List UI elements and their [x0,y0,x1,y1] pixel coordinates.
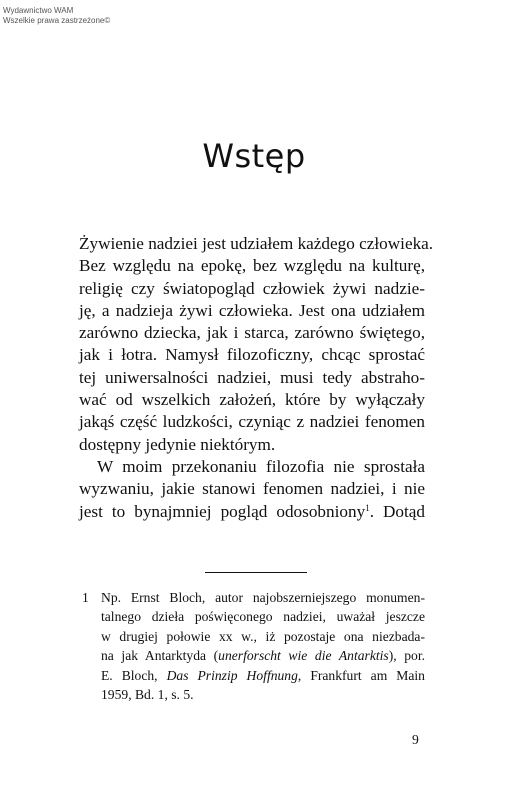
chapter-title: Wstęp [202,137,306,175]
text-line: religię czy światopogląd człowiek żywi nadzie- [79,278,425,298]
footnote-number: 1 [82,590,89,605]
footnote-text [101,588,425,704]
watermark-publisher: Wydawnictwo WAM [3,6,74,15]
text-segment: ), por. [388,648,425,664]
text-line: wyzwaniu, jakie stanowi fenomen nadziei, i nie [79,479,425,499]
text-segment: na jak Antarktyda ( [101,648,219,664]
text-segment: . Dotąd [369,501,425,521]
watermark-copyright: Wszelkie prawa zastrzeżone© [3,16,111,25]
text-line: wać od wszelkich założeń, które by wyłączały [79,390,425,410]
footnote-line: Np. Ernst Bloch, autor najobszerniejszego monumen- [101,590,425,605]
text-line [79,501,425,523]
text-line: jakąś część ludzkości, czyniąc z nadziei fenomen [79,412,425,432]
publisher-watermark [3,6,110,26]
page-number: 9 [412,732,419,747]
footnote-line [101,646,425,665]
footnote-line: w drugiej połowie xx w., iż pozostaje ona niezbada- [101,628,425,644]
italic-phrase: unerforscht wie die Antarktis [218,648,389,664]
paragraph-2 [79,456,425,523]
text-segment: jest to bynajmniej pogląd odosobniony [79,501,366,521]
text-line: tej uniwersalności nadziei, musi tedy abstraho- [79,367,425,387]
book-title: Das Prinzip Hoffnung [166,667,298,683]
footnote-line: 1959, Bd. 1, s. 5. [101,687,194,703]
text-line: Bez względu na epokę, bez względu na kulturę, [79,256,425,276]
footnote-separator [205,572,307,573]
text-line: W moim przekonaniu filozofia nie sprostała [97,456,425,476]
paragraph-1 [79,233,434,456]
footnote-line [101,666,425,685]
text-line: dostępny jedynie niektórym. [79,434,276,454]
text-line: ję, a nadzieja żywi człowieka. Jest ona udziałem [79,300,425,320]
body-text [79,233,434,523]
footnote [79,588,425,704]
text-segment: , Frankfurt am Main [297,667,425,683]
text-line: jak i łotra. Namysł filozoficzny, chcąc sprostać [79,345,425,365]
text-line: Żywienie nadziei jest udziałem każdego człowieka. [79,234,434,253]
footnote-reference[interactable]: 1 [365,502,370,513]
footnote-line: talnego dzieła poświęconego nadziei, uważał jeszcze [101,609,425,625]
text-line: zarówno dziecka, jak i starca, zarówno świętego, [79,323,425,343]
text-segment: E. Bloch, [101,667,167,683]
